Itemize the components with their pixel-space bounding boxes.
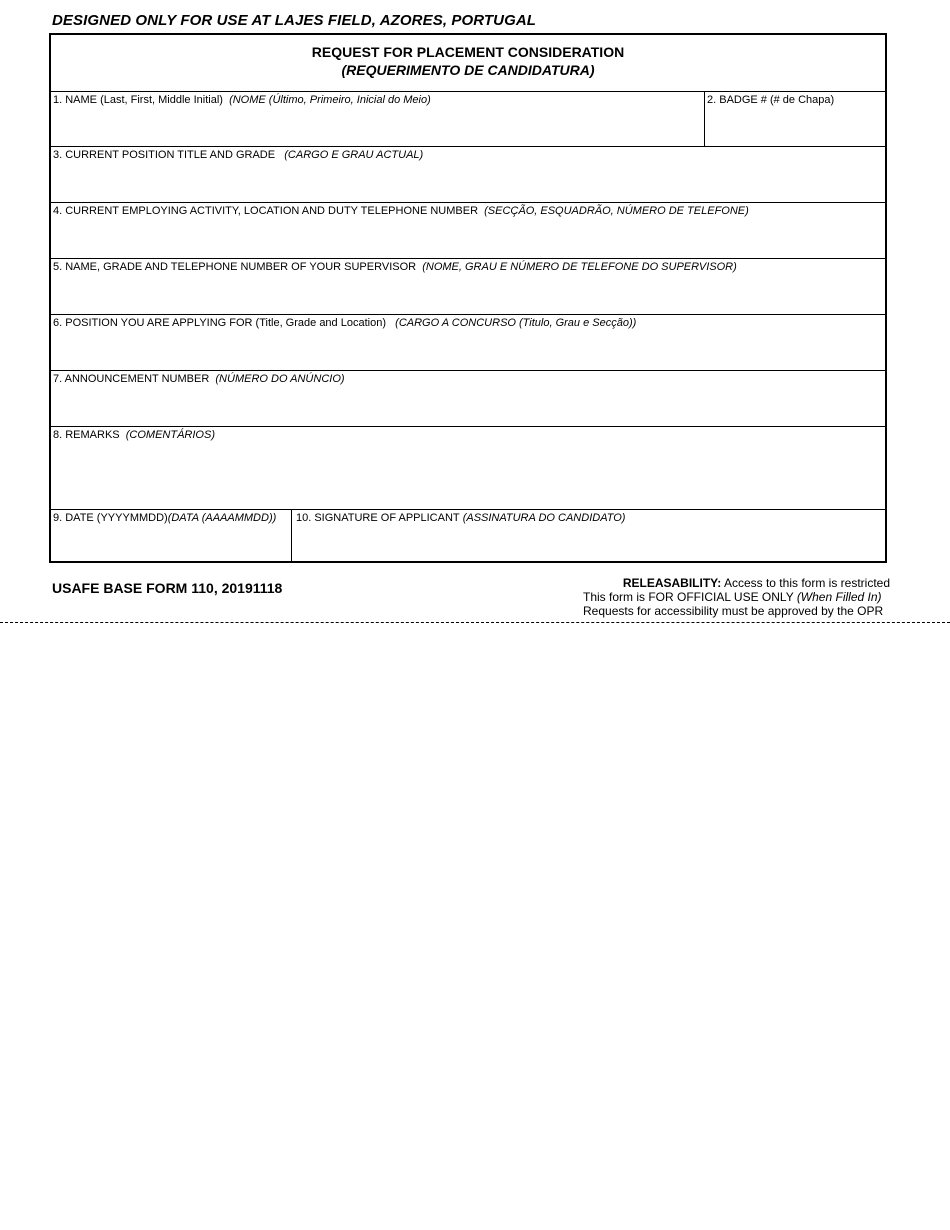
remarks-label: 8. REMARKS (COMENTÁRIOS) — [53, 429, 215, 441]
row-remarks — [51, 426, 885, 510]
date-field[interactable] — [51, 509, 292, 563]
row-employing-activity — [51, 202, 885, 259]
supervisor-label: 5. NAME, GRADE AND TELEPHONE NUMBER OF YOUR SUPERVISOR (NOME, GRAU E NÚMERO DE TELEFONE DO SUPERVISOR) — [53, 261, 737, 273]
row-date-signature — [51, 509, 885, 563]
signature-field[interactable] — [292, 509, 885, 563]
row-supervisor — [51, 258, 885, 315]
employing-activity-label: 4. CURRENT EMPLOYING ACTIVITY, LOCATION AND DUTY TELEPHONE NUMBER (SECÇÃO, ESQUADRÃO, NÚMERO DE TELEFONE) — [53, 205, 749, 217]
remarks-field[interactable] — [51, 426, 885, 509]
current-position-label: 3. CURRENT POSITION TITLE AND GRADE (CARGO E GRAU ACTUAL) — [53, 149, 424, 161]
releasability-line: RELEASABILITY: Access to this form is restricted — [622, 576, 890, 590]
form-title-portuguese: (REQUERIMENTO DE CANDIDATURA) — [341, 62, 595, 78]
name-label: 1. NAME (Last, First, Middle Initial) (NOME (Último, Primeiro, Inicial do Meio) — [53, 94, 431, 106]
name-field[interactable] — [51, 91, 705, 146]
placement-request-form — [49, 33, 887, 563]
opr-line: Requests for accessibility must be approved by the OPR — [583, 604, 884, 618]
row-name-badge — [51, 91, 885, 147]
form-identifier: USAFE BASE FORM 110, 20191118 — [52, 580, 283, 596]
announcement-field[interactable] — [51, 370, 885, 426]
date-label: 9. DATE (YYYYMMDD)(DATA (AAAAMMDD)) — [53, 512, 277, 524]
fouo-line: This form is FOR OFFICIAL USE ONLY (When Filled In) — [583, 590, 882, 604]
applying-for-field[interactable] — [51, 314, 885, 370]
badge-label: 2. BADGE # (# de Chapa) — [707, 94, 835, 106]
supervisor-field[interactable] — [51, 258, 885, 314]
applying-for-label: 6. POSITION YOU ARE APPLYING FOR (Title, Grade and Location) (CARGO A CONCURSO (Titulo, Grau e Secção)) — [53, 317, 637, 329]
employing-activity-field[interactable] — [51, 202, 885, 258]
row-announcement — [51, 370, 885, 427]
current-position-field[interactable] — [51, 146, 885, 202]
cut-line-divider — [0, 622, 950, 623]
form-title-block — [51, 35, 885, 92]
announcement-label: 7. ANNOUNCEMENT NUMBER (NÚMERO DO ANÚNCIO) — [53, 373, 345, 385]
row-current-position — [51, 146, 885, 203]
releasability-notice — [583, 576, 890, 618]
restriction-note: DESIGNED ONLY FOR USE AT LAJES FIELD, AZORES, PORTUGAL — [52, 12, 537, 29]
form-title: REQUEST FOR PLACEMENT CONSIDERATION — [311, 44, 625, 60]
badge-field[interactable] — [705, 91, 885, 146]
row-applying-for — [51, 314, 885, 371]
signature-label: 10. SIGNATURE OF APPLICANT (ASSINATURA DO CANDIDATO) — [296, 512, 626, 524]
